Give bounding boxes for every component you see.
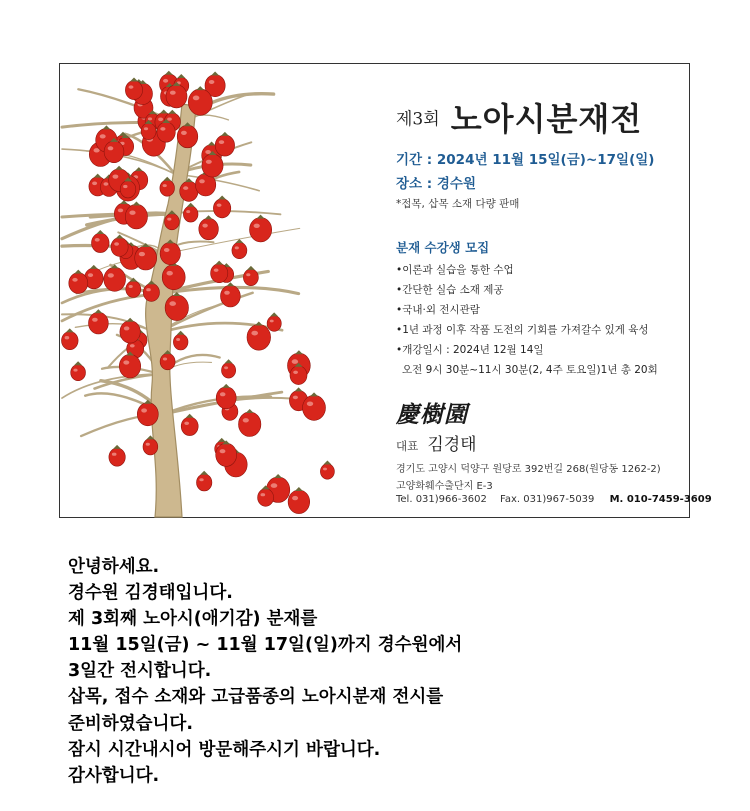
persimmon-bonsai-illustration [60, 64, 380, 517]
persimmon-fruit [111, 234, 128, 256]
persimmon-fruit [71, 361, 86, 380]
persimmon-fruit [120, 318, 140, 343]
list-item: •국내·외 전시관람 [396, 304, 480, 316]
edition-label: 제3회 [396, 109, 440, 130]
message-line: 준비하였습니다. [68, 713, 193, 734]
mobile-number: M. 010-7459-3609 [609, 494, 712, 505]
persimmon-fruit [199, 215, 219, 240]
persimmon-fruit [320, 460, 334, 479]
message-line: 3일간 전시합니다. [68, 661, 212, 682]
list-item: •개강일시 : 2024년 12월 14일 [396, 344, 544, 356]
representative [396, 430, 477, 455]
persimmon-fruit [197, 471, 212, 491]
persimmon-fruit [222, 359, 236, 378]
poster-info [396, 64, 712, 517]
rep-label: 대표 [396, 439, 419, 453]
address-line-1: 경기도 고양시 덕양구 원당로 392번길 268(원당동 1262-2) [396, 464, 661, 475]
list-item: •이론과 실습을 통한 수업 [396, 264, 514, 276]
contact-info [396, 494, 712, 505]
gyeongsuwon-logo: 慶樹園 [396, 401, 468, 428]
message-line: 감사합니다. [68, 765, 160, 786]
greeting-message [68, 554, 708, 789]
venue-value: 경수원 [436, 176, 477, 192]
persimmon-fruit [89, 309, 109, 334]
list-item: 오전 9시 30분~11시 30분(2, 4주 토요일)1년 총 20회 [402, 364, 658, 376]
exhibition-venue [396, 172, 476, 192]
persimmon-fruit [69, 270, 88, 294]
persimmon-fruit [183, 203, 198, 222]
persimmon-fruit [173, 331, 188, 350]
exhibition-period [396, 148, 654, 168]
persimmon-fruit [104, 264, 126, 291]
persimmon-fruit [109, 445, 125, 466]
tel-number: Tel. 031)966-3602 [396, 494, 487, 505]
recruit-list [396, 260, 658, 380]
address-line-2: 고양화훼수출단지 E-3 [396, 481, 493, 492]
persimmon-fruit [92, 230, 110, 253]
period-label: 기간 : [396, 152, 437, 168]
persimmon-fruit [215, 132, 234, 156]
list-item: •간단한 실습 소재 제공 [396, 284, 504, 296]
branch [75, 324, 156, 334]
persimmon-fruit [243, 266, 258, 286]
persimmon-fruit [126, 278, 141, 298]
exhibition-title: 노아시분재전 [450, 100, 643, 138]
message-line: 안녕하세요. [68, 557, 160, 577]
exhibition-poster [59, 63, 712, 518]
persimmon-fruit [250, 215, 272, 242]
poster-title [396, 94, 642, 140]
venue-label: 장소 : [396, 176, 437, 192]
persimmon-fruit [62, 328, 79, 349]
recruit-heading: 분재 수강생 모집 [396, 240, 490, 255]
persimmon-fruit [216, 384, 236, 409]
list-item: •1년 과정 이후 작품 도전의 기회를 가져갈수 있게 육성 [396, 324, 649, 336]
message-line: 잠시 시간내시어 방문해주시기 바랍니다. [68, 739, 381, 760]
persimmon-fruit [213, 196, 230, 218]
rep-name: 김경태 [427, 435, 477, 455]
persimmon-fruit [288, 487, 310, 514]
persimmon-fruit [267, 312, 281, 331]
message-line: 경수원 김경태입니다. [68, 583, 233, 604]
message-line: 삽목, 접수 소재와 고급품종의 노아시분재 전시를 [68, 687, 444, 708]
persimmon-fruit [232, 239, 247, 259]
persimmon-fruit [239, 409, 261, 436]
message-line: 제 3회째 노아시(애기감) 분재를 [68, 609, 318, 630]
fax-number: Fax. 031)967-5039 [500, 494, 595, 505]
persimmon-fruit [211, 261, 228, 283]
period-value: 2024년 11월 15일(금)~17일(일) [436, 152, 655, 168]
persimmon-fruit [181, 414, 198, 436]
message-line: 11월 15일(금) ~ 11월 17일(일)까지 경수원에서 [68, 635, 463, 656]
sale-note: *접목, 삽목 소재 다량 판매 [396, 198, 520, 210]
